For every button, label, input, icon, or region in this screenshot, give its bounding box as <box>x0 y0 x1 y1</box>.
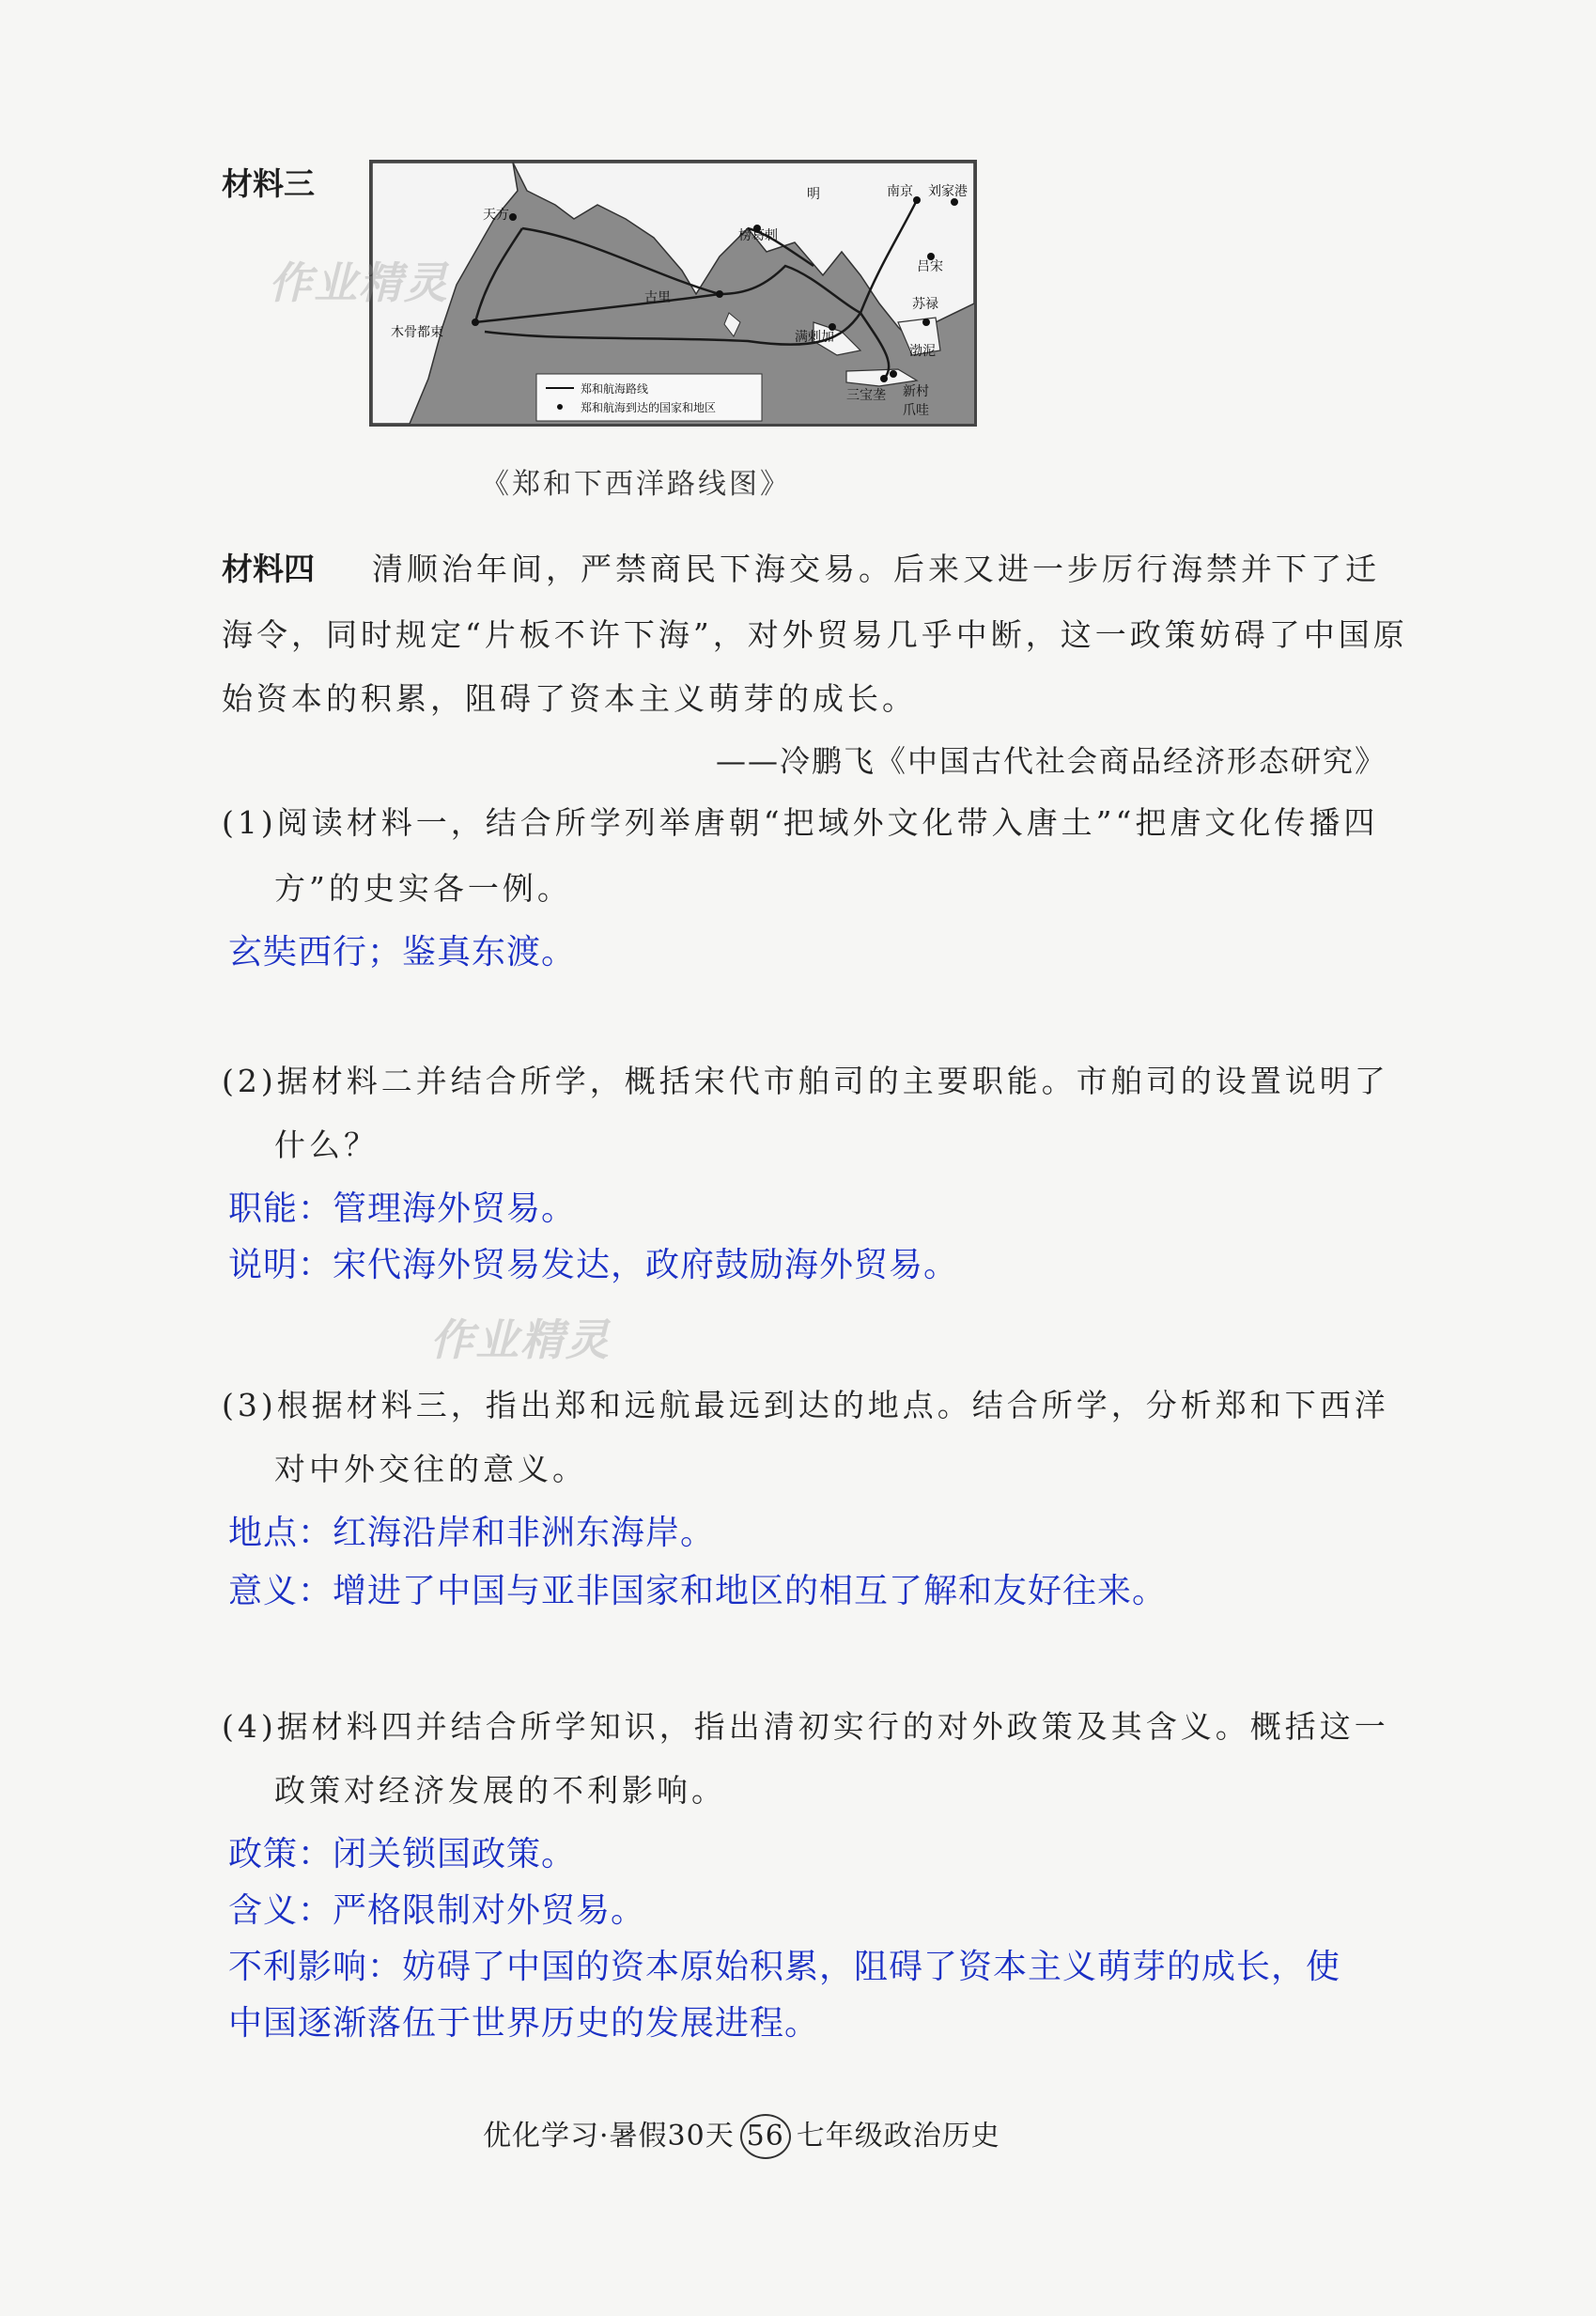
material4-line-2: 海令，同时规定“片板不许下海”，对外贸易几乎中断，这一政策妨碍了中国原 <box>222 616 1408 653</box>
answer-2-line-2: 说明：宋代海外贸易发达，政府鼓励海外贸易。 <box>228 1246 959 1284</box>
material3-label: 材料三 <box>222 165 315 202</box>
answer-3-line-1: 地点：红海沿岸和非洲东海岸。 <box>228 1514 716 1552</box>
answer-3-line-2: 意义：增进了中国与亚非国家和地区的相互了解和友好往来。 <box>228 1572 1168 1610</box>
answer-4-line-3: 不利影响：妨碍了中国的资本原始积累，阻碍了资本主义萌芽的成长，使 <box>228 1948 1341 1986</box>
place-lvsong: 吕宋 <box>917 259 943 274</box>
map-caption: 《郑和下西洋路线图》 <box>481 468 791 501</box>
map-legend <box>536 374 762 421</box>
material4-source: ——冷鹏飞《中国古代社会商品经济形态研究》 <box>716 743 1387 779</box>
place-tianfang: 天方 <box>483 208 509 223</box>
place-sanbaolong: 三宝垄 <box>846 388 886 403</box>
place-sulu: 苏禄 <box>912 297 938 312</box>
map-graphic <box>372 163 974 424</box>
question-1-line-2: 方”的史实各一例。 <box>274 870 572 907</box>
question-4-line-2: 政策对经济发展的不利影响。 <box>274 1772 726 1809</box>
answer-1-line-1: 玄奘西行；鉴真东渡。 <box>228 933 577 971</box>
question-2-line-1: (2)据材料二并结合所学，概括宋代市舶司的主要职能。市舶司的设置说明了 <box>222 1063 1389 1099</box>
footer-subject: 七年级政治历史 <box>796 2120 1000 2153</box>
place-nanjing: 南京 <box>887 184 913 199</box>
material4-label: 材料四 <box>222 551 315 587</box>
question-3-line-2: 对中外交往的意义。 <box>274 1451 587 1487</box>
answer-4-line-2: 含义：严格限制对外贸易。 <box>228 1891 646 1930</box>
place-guli: 古里 <box>644 290 671 305</box>
answer-2-line-1: 职能：管理海外贸易。 <box>228 1189 577 1228</box>
footer-book-title: 优化学习·暑假30天 <box>483 2120 735 2153</box>
answer-4-line-1: 政策：闭关锁国政策。 <box>228 1835 577 1873</box>
legend-point: 郑和航海到达的国家和地区 <box>581 401 717 414</box>
page-footer <box>483 2112 1000 2159</box>
legend-route: 郑和航海路线 <box>581 382 649 396</box>
watermark-1: 作业精灵 <box>269 257 449 308</box>
material4-line-3: 始资本的积累，阻碍了资本主义萌芽的成长。 <box>222 680 917 717</box>
page-number: 56 <box>740 2114 791 2159</box>
answer-4-line-4: 中国逐渐落伍于世界历史的发展进程。 <box>228 2004 820 2043</box>
place-manlajia: 满剌加 <box>795 330 834 345</box>
place-banggela: 榜葛剌 <box>738 228 778 243</box>
question-1-line-1: (1)阅读材料一，结合所学列举唐朝“把域外文化带入唐土”“把唐文化传播四 <box>222 804 1379 841</box>
place-mugudushu: 木骨都束 <box>391 325 443 340</box>
place-xincun: 新村 <box>903 384 929 399</box>
question-4-line-1: (4)据材料四并结合所学知识，指出清初实行的对外政策及其含义。概括这一 <box>222 1708 1389 1745</box>
place-boni: 渤泥 <box>909 344 936 359</box>
question-3-line-1: (3)根据材料三，指出郑和远航最远到达的地点。结合所学，分析郑和下西洋 <box>222 1387 1389 1423</box>
zheng-he-route-map <box>369 160 977 427</box>
place-zhaowa: 爪哇 <box>903 403 929 418</box>
place-liujiagang: 刘家港 <box>928 184 968 199</box>
material4-line-1: 清顺治年间，严禁商民下海交易。后来又进一步厉行海禁并下了迁 <box>372 551 1380 587</box>
question-2-line-2: 什么？ <box>274 1127 379 1163</box>
place-ming: 明 <box>807 187 820 202</box>
watermark-2: 作业精灵 <box>430 1314 611 1365</box>
